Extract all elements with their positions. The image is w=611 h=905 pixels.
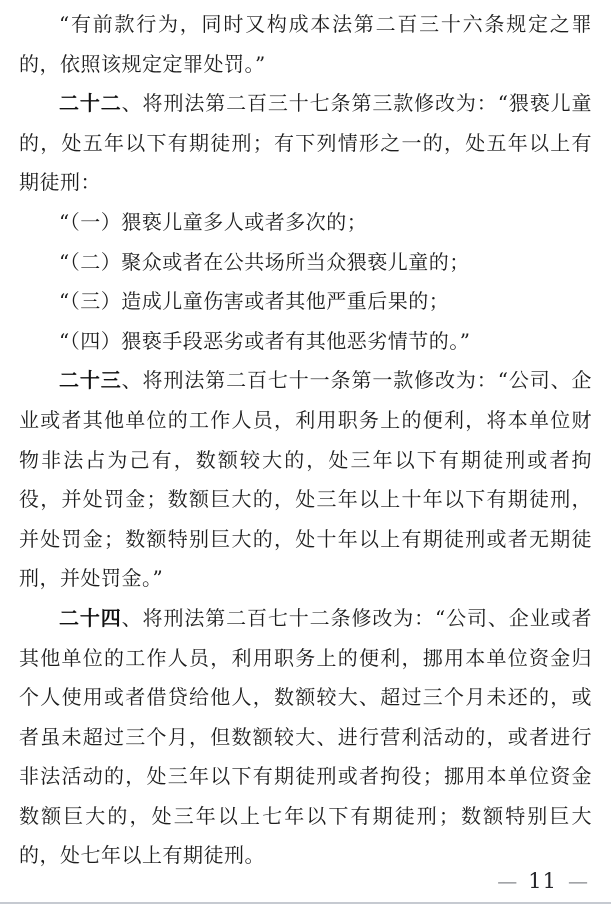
paragraph-text: “（三）造成儿童伤害或者其他严重后果的； — [59, 289, 450, 314]
page-number: 11 — [528, 869, 557, 893]
list-item-4 — [19, 322, 592, 362]
list-item-3 — [19, 282, 592, 322]
paragraph-item-22 — [19, 84, 592, 203]
paragraph-item-23 — [19, 361, 592, 599]
list-item-1 — [19, 203, 592, 243]
footer-dash-right: — — [568, 869, 588, 893]
item-22-number: 二十二 — [59, 91, 122, 116]
paragraph-text: 、将刑法第二百七十一条第一款修改为：“公司、企业或者其他单位的工作人员，利用职务上的便利，将本单位财物非法占为己有，数额较大的，处三年以下有期徒刑或者拘役，并处罚金；数额巨大的，处三年以上十年以下有期徒刑，并处罚金；数额特别巨大的，处十年以上有期徒刑或者无期徒刑，并处罚金。” — [19, 368, 592, 591]
bottom-rule — [0, 902, 611, 904]
footer-dash-left: — — [497, 869, 518, 893]
paragraph-article-236-clause — [19, 5, 592, 84]
paragraph-text: 、将刑法第二百七十二条修改为：“公司、企业或者其他单位的工作人员，利用职务上的便利，挪用本单位资金归个人使用或者借贷给他人，数额较大、超过三个月未还的，或者虽未超过三个月，但数额较大、进行营利活动的，或者进行非法活动的，处三年以下有期徒刑或者拘役；挪用本单位资金数额巨大的，处三年以上七年以下有期徒刑；数额特别巨大的，处七年以上有期徒刑。 — [19, 605, 592, 868]
paragraph-text: “有前款行为，同时又构成本法第二百三十六条规定之罪的，依照该规定定罪处罚。” — [19, 12, 592, 76]
item-24-number: 二十四 — [59, 605, 122, 630]
paragraph-text: 、将刑法第二百三十七条第三款修改为：“猥亵儿童的，处五年以下有期徒刑；有下列情形之一的，处五年以上有期徒刑： — [19, 91, 592, 195]
list-item-2 — [19, 243, 592, 283]
paragraph-text: “（一）猥亵儿童多人或者多次的； — [59, 209, 368, 234]
page-footer — [497, 869, 588, 893]
item-23-number: 二十三 — [59, 368, 122, 393]
paragraph-item-24 — [19, 599, 592, 876]
paragraph-text: “（四）猥亵手段恶劣或者有其他恶劣情节的。” — [59, 328, 471, 353]
paragraph-text: “（二）聚众或者在公共场所当众猥亵儿童的； — [59, 249, 470, 274]
